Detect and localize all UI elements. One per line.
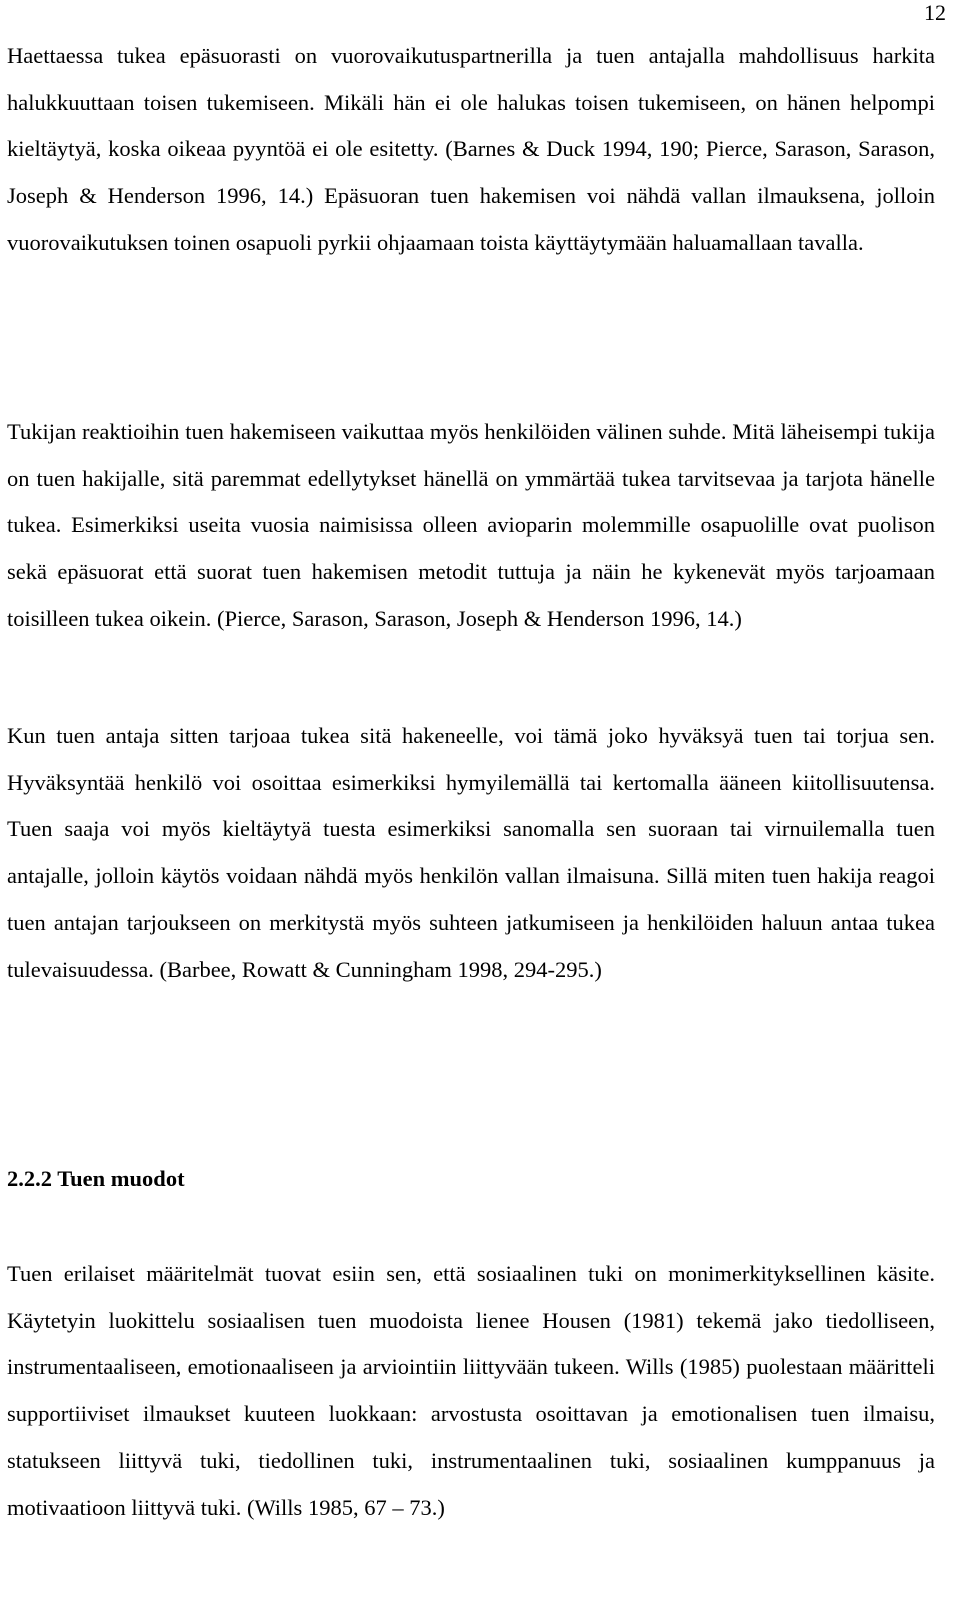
paragraph-support-forms: Tuen erilaiset määritelmät tuovat esiin sen, että sosiaalinen tuki on monimerkityksellinen käsite. Käytetyin luokittelu sosiaalisen tuen muodoista lienee Housen (1981) tekemä jako tiedolliseen, instrumentaaliseen, emotionaaliseen ja arviointiin liittyvään tukeen. Wills (1985) puolestaan määritteli supportiiviset ilmaukset kuuteen luokkaan: arvostusta osoittavan ja emotionalisen tuen ilmaisu, statukseen liittyvä tuki, tiedollinen tuki, instrumentaalinen tuki, sosiaalinen kumppanuus ja motivaatioon liittyvä tuki. (Wills 1985, 67 – 73.)	[7, 1261, 935, 1520]
section-heading: 2.2.2 Tuen muodot	[7, 1166, 185, 1191]
paragraph-relationship: Tukijan reaktioihin tuen hakemiseen vaikuttaa myös henkilöiden välinen suhde. Mitä läheisempi tukija on tuen hakijalle, sitä paremmat edellytykset hänellä on ymmärtää tukea tarvitsevaa ja tarjota hänelle tukea. Esimerkiksi useita vuosia naimisissa olleen avioparin molemmille osapuolille ovat puolison sekä epäsuorat että suorat tuen hakemisen metodit tuttuja ja näin he kykenevät myös tarjoamaan toisilleen tukea oikein. (Pierce, Sarason, Sarason, Joseph & Henderson 1996, 14.)	[7, 419, 935, 631]
paragraph-indirect-support: Haettaessa tukea epäsuorasti on vuorovaikutuspartnerilla ja tuen antajalla mahdollisuus harkita halukkuuttaan toisen tukemiseen. Mikäli hän ei ole halukas toisen tukemiseen, on hänen helpompi kieltäytyä, koska oikeaa pyyntöä ei ole esitetty. (Barnes & Duck 1994, 190; Pierce, Sarason, Sarason, Joseph & Henderson 1996, 14.) Epäsuoran tuen hakemisen voi nähdä vallan ilmauksena, jolloin vuorovaikutuksen toinen osapuoli pyrkii ohjaamaan toista käyttäytymään haluamallaan tavalla.	[7, 43, 935, 255]
paragraph-accept-reject: Kun tuen antaja sitten tarjoaa tukea sitä hakeneelle, voi tämä joko hyväksyä tuen tai torjua sen. Hyväksyntää henkilö voi osoittaa esimerkiksi hymyilemällä tai kertomalla ääneen kiitollisuutensa. Tuen saaja voi myös kieltäytyä tuesta esimerkiksi sanomalla sen suoraan tai virnuilemalla tuen antajalle, jolloin käytös voidaan nähdä myös henkilön vallan ilmaisuna. Sillä miten tuen hakija reagoi tuen antajan tarjoukseen on merkitystä myös suhteen jatkumiseen ja henkilöiden haluun antaa tukea tulevaisuudessa. (Barbee, Rowatt & Cunningham 1998, 294-295.)	[7, 723, 935, 982]
page-number: 12	[924, 0, 946, 25]
